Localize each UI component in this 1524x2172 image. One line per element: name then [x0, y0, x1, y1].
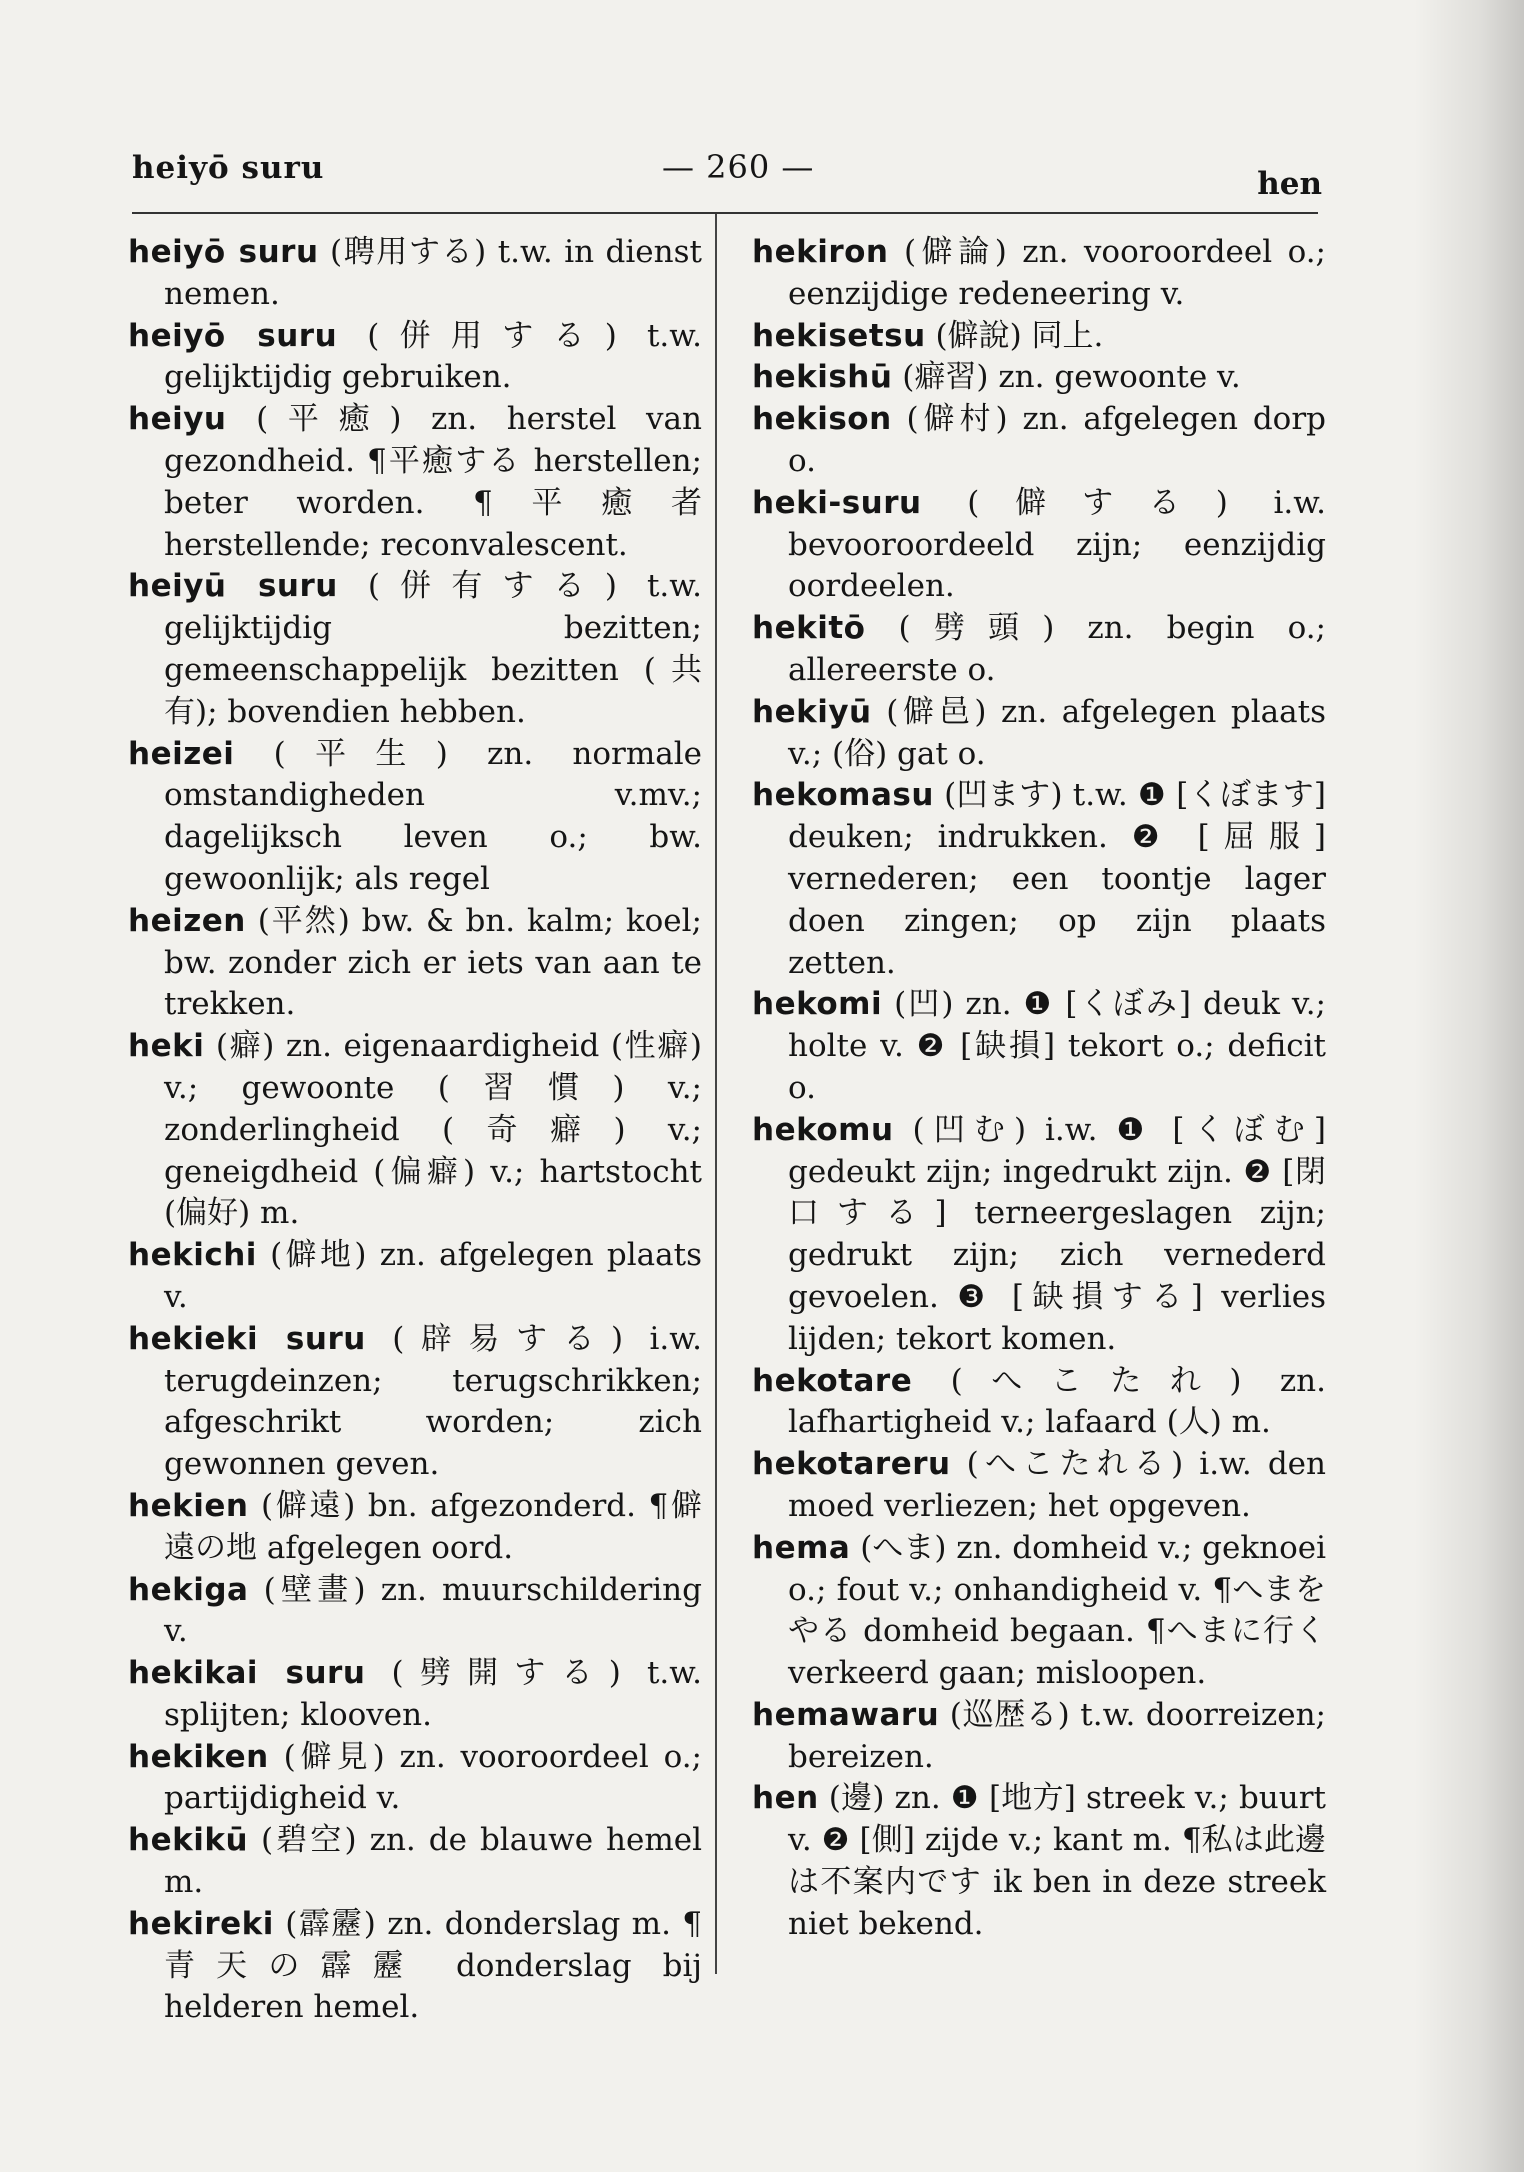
entry-headword: heki [128, 1028, 205, 1065]
entry-definition: (へこたれる) i.w. den moed verliezen; het opgeven. [788, 1446, 1326, 1524]
entry-definition: (平然) bw. & bn. kalm; koel; bw. zonder zich er iets van aan te trekken. [164, 902, 702, 1023]
page-number: — 260 — [662, 148, 815, 186]
entry-definition: (僻邑) zn. afgelegen plaats v.; (俗) gat o. [788, 693, 1326, 772]
dictionary-entry [752, 316, 1326, 358]
entry-headword: hekomu [752, 1111, 894, 1148]
entry-headword: heiyō suru [128, 234, 319, 270]
dictionary-entry [752, 1361, 1326, 1445]
entry-headword: hema [752, 1529, 851, 1566]
entry-headword: heki-suru [752, 484, 922, 521]
entry-definition: (癖習) zn. gewoonte v. [902, 359, 1241, 396]
entry-headword: hekotareru [752, 1446, 951, 1483]
dictionary-entry [752, 399, 1326, 483]
entry-definition: (へま) zn. domheid v.; geknoei o.; fout v.; onhandigheid v. ¶へまをやる domheid begaan. ¶へまに行く verkeerd gaan; misloopen. [788, 1529, 1326, 1692]
dictionary-entry [128, 1653, 702, 1737]
dictionary-entry [128, 1737, 702, 1821]
dictionary-entry [128, 232, 702, 316]
entry-headword: heizen [128, 902, 246, 939]
page-edge-shadow [1414, 0, 1524, 2172]
entry-definition: (邊) zn. ❶ [地方] streek v.; buurt v. ❷ [側] zijde v.; kant m. ¶私は此邊は不案内です ik ben in deze streek niet bekend. [788, 1780, 1326, 1942]
dictionary-entry [752, 1695, 1326, 1779]
entry-headword: heizei [128, 735, 235, 772]
entry-definition: (凹む) i.w. ❶ [くぼむ] gedeukt zijn; ingedrukt zijn. ❷ [閉口する] terneergeslagen zijn; gedrukt zijn; zich vernederd gevoelen. ❸ [缺損する] verlies lijden; tekort komen. [788, 1111, 1326, 1357]
dictionary-entry [128, 1570, 702, 1654]
entry-headword: hekison [752, 401, 892, 438]
entry-definition: (壁畫) zn. muurschildering v. [164, 1571, 702, 1650]
entry-definition: (僻說) 同上. [935, 317, 1104, 354]
entry-definition: (併用する) t.w. gelijktijdig gebruiken. [164, 317, 702, 396]
dictionary-entry [752, 357, 1326, 399]
entry-headword: heiyu [128, 401, 227, 438]
dictionary-entry [128, 1904, 702, 2029]
dictionary-entry [752, 1444, 1326, 1528]
dictionary-entry [752, 692, 1326, 776]
entry-definition: (平生) zn. normale omstandigheden v.mv.; dagelijksch leven o.; bw. gewoonlijk; als regel [164, 735, 702, 897]
entry-definition: (僻する) i.w. bevooroordeeld zijn; eenzijdig oordeelen. [788, 484, 1326, 605]
entry-headword: hekishū [752, 359, 893, 396]
dictionary-entry [128, 1319, 702, 1486]
dictionary-entry [752, 483, 1326, 608]
entry-headword: hekikai suru [128, 1655, 366, 1692]
entry-headword: heiyō suru [128, 317, 338, 354]
entry-headword: heiyū suru [128, 568, 338, 605]
entry-headword: hekireki [128, 1905, 274, 1942]
header-guideword-right: hen [1257, 166, 1322, 202]
entry-definition: (辟易する) i.w. terugdeinzen; terugschrikken; afgeschrikt worden; zich gewonnen geven. [164, 1320, 703, 1483]
entry-headword: hekiyū [752, 693, 872, 730]
dictionary-entry [752, 775, 1326, 984]
dictionary-entry [128, 1235, 702, 1319]
entry-definition: (劈開する) t.w. splijten; klooven. [164, 1655, 702, 1733]
entry-definition: (癖) zn. eigenaardigheid (性癖) v.; gewoonte (習慣) v.; zonderlingheid (奇癖) v.; geneigdheid (偏癖) v.; hartstocht (偏好) m. [164, 1028, 703, 1232]
entry-definition: (霹靂) zn. donderslag m. ¶青天の霹靂 donderslag bij helderen hemel. [164, 1905, 702, 2026]
left-column [128, 232, 702, 2029]
dictionary-entry [128, 566, 702, 733]
dictionary-entry [128, 1026, 702, 1235]
entry-definition: (僻村) zn. afgelegen dorp o. [788, 401, 1327, 479]
dictionary-entry [752, 232, 1326, 316]
entry-headword: hekiken [128, 1738, 269, 1775]
entry-definition: (僻見) zn. vooroordeel o.; partijdigheid v. [164, 1738, 703, 1817]
dictionary-entry [128, 399, 702, 566]
entry-definition: (へこたれ) zn. lafhartigheid v.; lafaard (人) m. [788, 1362, 1326, 1441]
dictionary-entry [752, 608, 1326, 692]
entry-definition: (凹ます) t.w. ❶ [くぼます] deuken; indrukken. ❷ [屈服] vernederen; een toontje lager doen zingen; op zijn plaats zetten. [788, 777, 1326, 981]
entry-headword: hekiron [752, 234, 889, 270]
entry-definition: (聘用する) t.w. in dienst nemen. [164, 234, 702, 312]
entry-headword: hekisetsu [752, 317, 926, 354]
entry-headword: hen [752, 1780, 819, 1817]
entry-headword: hekiga [128, 1571, 249, 1608]
entry-definition: (碧空) zn. de blauwe hemel m. [164, 1822, 703, 1901]
page-header [132, 150, 1322, 200]
header-guideword-left: heiyō suru [132, 150, 325, 186]
entry-headword: hekien [128, 1487, 249, 1524]
entry-headword: hekomi [752, 986, 883, 1023]
entry-headword: hekotare [752, 1362, 913, 1399]
dictionary-entry [752, 984, 1326, 1109]
entry-headword: hekitō [752, 610, 866, 647]
entry-headword: hemawaru [752, 1696, 940, 1733]
entry-definition: (併有する) t.w. gelijktijdig bezitten; gemeenschappelijk bezitten (共有); bovendien hebben. [164, 568, 702, 730]
entry-headword: hekichi [128, 1237, 257, 1274]
entry-definition: (平癒) zn. herstel van gezondheid. ¶平癒する herstellen; beter worden. ¶平癒者 herstellende; reconvalescent. [164, 401, 702, 563]
dictionary-entry [752, 1528, 1326, 1695]
dictionary-entry [128, 901, 702, 1026]
entry-headword: hekikū [128, 1822, 249, 1859]
entry-headword: hekieki suru [128, 1320, 366, 1357]
dictionary-entry [128, 734, 702, 901]
entry-headword: hekomasu [752, 777, 934, 814]
dictionary-entry [752, 1110, 1326, 1361]
dictionary-entry [752, 1778, 1326, 1945]
entry-definition: (巡歴る) t.w. doorreizen; bereizen. [788, 1696, 1326, 1775]
entry-definition: (劈頭) zn. begin o.; allereerste o. [788, 610, 1326, 688]
entry-definition: (凹) zn. ❶ [くぼみ] deuk v.; holte v. ❷ [缺損] tekort o.; deficit o. [788, 986, 1326, 1106]
dictionary-entry [128, 1820, 702, 1904]
column-divider [715, 214, 717, 1974]
entry-definition: (僻地) zn. afgelegen plaats v. [164, 1237, 702, 1315]
dictionary-entry [128, 1486, 702, 1570]
right-column [752, 232, 1326, 1946]
header-rule [132, 212, 1318, 214]
dictionary-entry [128, 316, 702, 400]
entry-definition: (僻論) zn. vooroordeel o.; eenzijdige redeneering v. [788, 234, 1326, 312]
entry-definition: (僻遠) bn. afgezonderd. ¶僻遠の地 afgelegen oord. [164, 1487, 702, 1566]
